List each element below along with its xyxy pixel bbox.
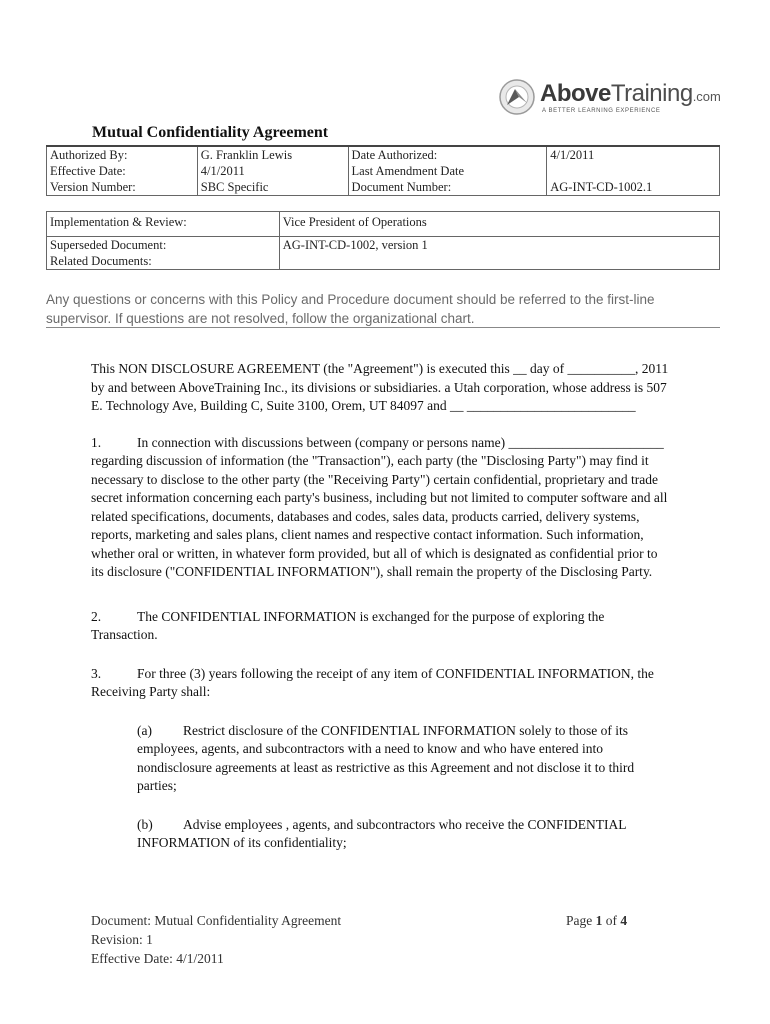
superseded-label: Superseded Document: [47,237,280,254]
logo-mark-icon [498,78,536,116]
implementation-label: Implementation & Review: [47,212,280,237]
last-amendment-label: Last Amendment Date [348,163,547,179]
clause-text: In connection with discussions between (company or persons name) _______________________ regarding discussion of information (the "Transaction"), each party (the "Disclosing Party") may find it necessary to disclose to the other party (the "Receiving Party") certain confidential, proprietary and trade secret information concerning each party's business, including but not limited to computer software and all related specifications, documents, databases and codes, sales data, products carried, delivery systems, reports, marketing and sales plans, client names and respective contact information. Such information, whether oral or written, in whatever form provided, but all of which is designated as confidential prior to its disclosure ("CONFIDENTIAL INFORMATION"), shall remain the property of the Disclosing Party. [91,434,668,579]
authorized-by-value: G. Franklin Lewis [197,146,348,163]
version-label: Version Number: [47,179,198,196]
policy-notice: Any questions or concerns with this Policy and Procedure document should be referred to the first-line supervisor. If questions are not resolved, follow the organizational chart. [46,292,655,326]
document-title: Mutual Confidentiality Agreement [92,124,329,141]
table-row [47,237,720,254]
footer-revision: Revision: 1 [91,932,153,947]
clause-3a [91,722,671,796]
authorized-by-label: Authorized By: [47,146,198,163]
clause-1 [91,434,671,582]
clause-2 [91,608,671,645]
page-footer [91,911,341,968]
implementation-value: Vice President of Operations [279,212,719,237]
last-amendment-value [547,163,720,179]
clause-text: Restrict disclosure of the CONFIDENTIAL INFORMATION solely to those of its employees, agents, and subcontractors with a need to know and who have entered into nondisclosure agreements at least as restrictive as this Agreement and not disclose it to third parties; [137,722,635,793]
clause-3 [91,665,671,702]
clause-text: For three (3) years following the receipt of any item of CONFIDENTIAL INFORMATION, the Receiving Party shall: [91,665,654,699]
date-authorized-value: 4/1/2011 [547,146,720,163]
clause-3b [91,816,671,853]
related-value [279,253,719,270]
clause-number: 2. [91,608,102,624]
footer-document: Document: Mutual Confidentiality Agreement [91,913,342,928]
intro-paragraph: This NON DISCLOSURE AGREEMENT (the "Agreement") is executed this __ day of __________, 2011 by and between AboveTraining Inc., its divisions or subsidiaries. a Utah corporation, whose address is 507 E. Technology Ave, Building C, Suite 3100, Orem, UT 84097 and __ _________________________ [91,361,669,413]
version-value: SBC Specific [197,179,348,196]
clause-number: (b) [137,816,153,832]
logo-wordmark: AboveTraining.com [540,80,721,107]
table-row [47,146,720,163]
document-number-value: AG-INT-CD-1002.1 [547,179,720,196]
table-row [47,163,720,179]
effective-date-value: 4/1/2011 [197,163,348,179]
clause-text: Advise employees , agents, and subcontractors who receive the CONFIDENTIAL INFORMATION of its confidentiality; [137,816,627,850]
superseded-value: AG-INT-CD-1002, version 1 [279,237,719,254]
divider [46,327,720,328]
clause-number: 3. [91,665,102,681]
footer-effective-date: Effective Date: 4/1/2011 [91,951,224,966]
company-logo [498,78,721,120]
related-label: Related Documents: [47,253,280,270]
clause-number: (a) [137,722,152,738]
table-row [47,253,720,270]
document-metadata-table [46,145,720,196]
table-row [47,179,720,196]
clause-number: 1. [91,434,102,450]
document-number-label: Document Number: [348,179,547,196]
effective-date-label: Effective Date: [47,163,198,179]
logo-tagline: A BETTER LEARNING EXPERIENCE [542,108,661,114]
date-authorized-label: Date Authorized: [348,146,547,163]
review-table [46,211,720,270]
page-number: Page 1 of 4 [566,913,628,928]
table-row [47,212,720,237]
clause-text: The CONFIDENTIAL INFORMATION is exchanged for the purpose of exploring the Transaction. [91,608,605,642]
agreement-body [91,360,671,853]
